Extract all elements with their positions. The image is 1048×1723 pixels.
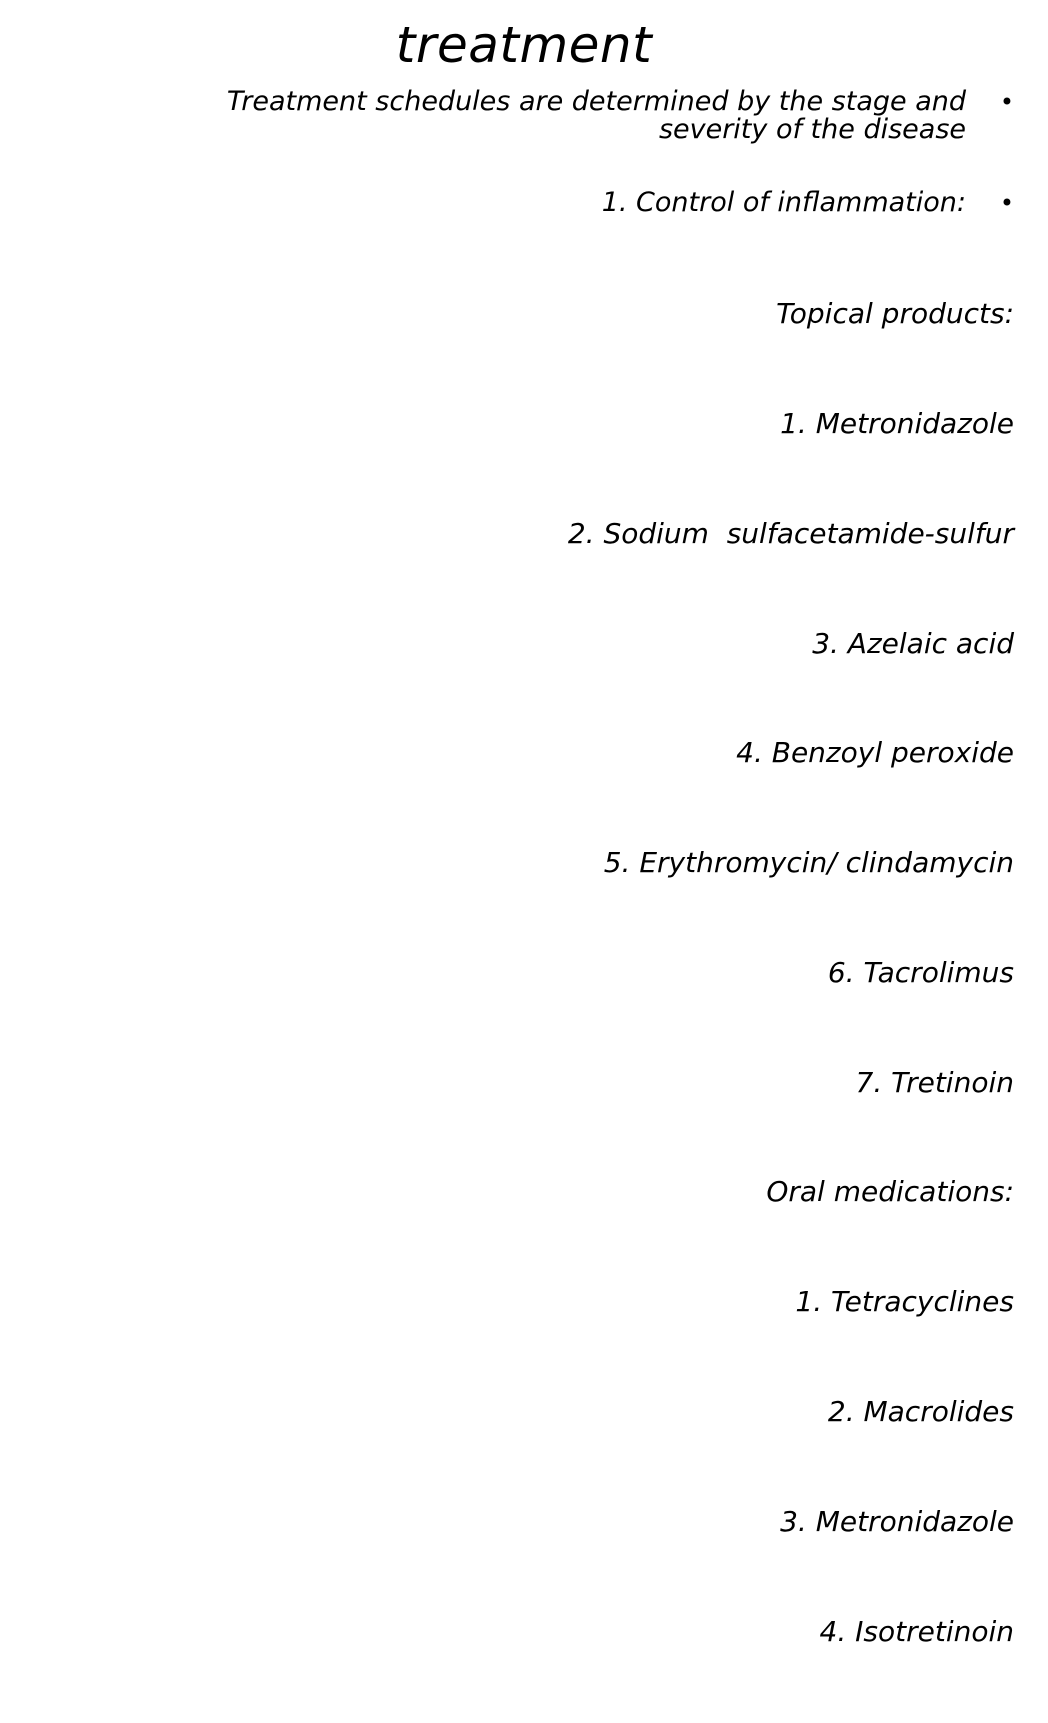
bullet-paragraph-schedules <box>66 88 966 144</box>
list-item: 1. Metronidazole <box>780 406 1014 440</box>
list-item: 2. Sodium sulfacetamide-sulfur <box>567 516 1014 550</box>
list-item: 4. Benzoyl peroxide <box>736 736 1014 770</box>
list-item: 5. Erythromycin/ clindamycin <box>603 846 1014 880</box>
bullet-paragraph-inflammation: 1. Control of inflammation: <box>601 187 966 218</box>
bullet-line: Treatment schedules are determined by the stage and <box>226 86 966 117</box>
list-item: 7. Tretinoin <box>855 1065 1014 1099</box>
topical-heading: Topical products: <box>776 297 1014 331</box>
bullet-line: severity of the disease <box>658 114 966 145</box>
list-item: 2. Macrolides <box>827 1395 1014 1428</box>
slide-title: treatment <box>395 16 653 74</box>
list-item: 3. Azelaic acid <box>812 626 1014 660</box>
list-item: 4. Isotretinoin <box>819 1614 1014 1648</box>
list-item: 6. Tacrolimus <box>827 955 1014 989</box>
bullet-marker: • <box>999 189 1014 217</box>
list-item: 1. Tetracyclines <box>795 1285 1014 1319</box>
oral-heading: Oral medications: <box>766 1175 1014 1209</box>
treatment-list <box>314 223 1014 1723</box>
list-item: 3. Metronidazole <box>780 1504 1014 1538</box>
bullet-marker: • <box>999 88 1014 116</box>
